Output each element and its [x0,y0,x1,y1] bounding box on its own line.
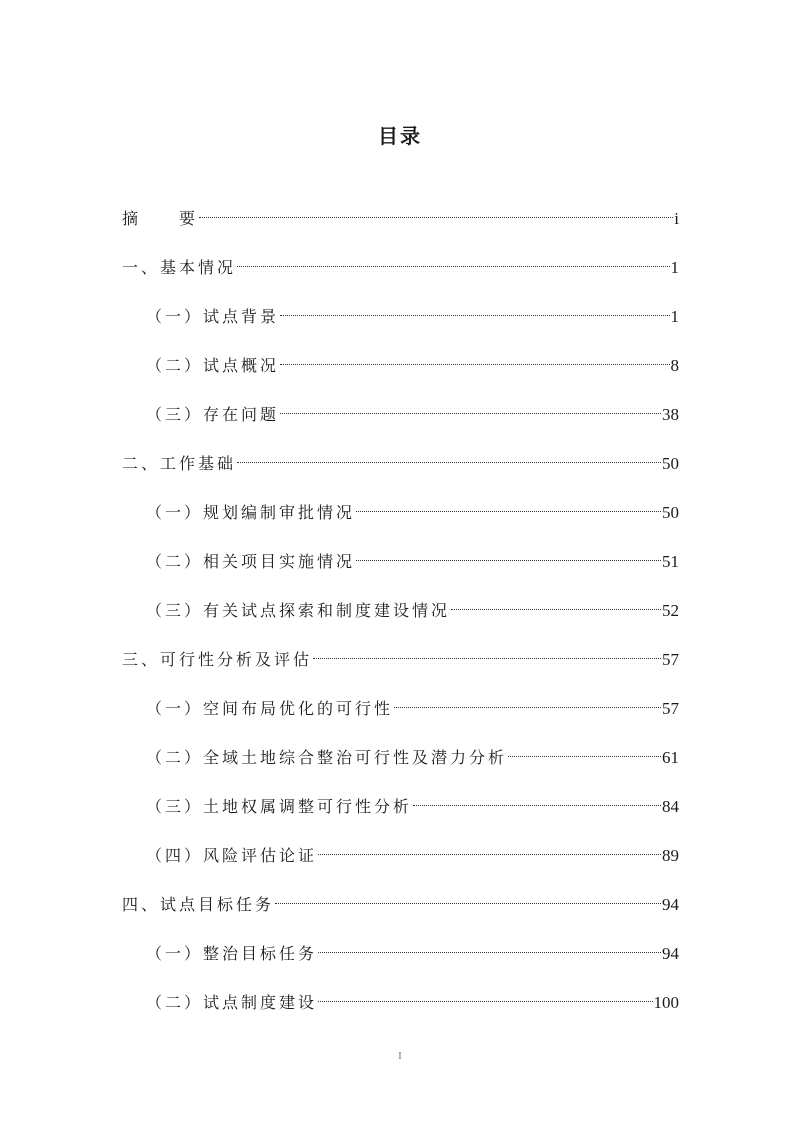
toc-dot-leader [280,298,669,322]
toc-entry-section-3-2[interactable] [146,739,679,767]
toc-entry-section-2[interactable] [122,445,679,473]
toc-entry-page: 100 [653,993,679,1012]
toc-entry-page: 8 [670,356,679,375]
toc-entry-section-1[interactable] [122,249,679,277]
toc-entry-page: 61 [662,748,679,767]
toc-dot-leader [318,837,661,861]
toc-entry-page: 84 [662,797,679,816]
toc-entry-label: （三）存在问题 [146,405,280,424]
toc-entry-page: 50 [662,454,679,473]
toc-dot-leader [356,494,661,518]
toc-entry-section-3[interactable] [122,641,679,669]
toc-dot-leader [280,396,661,420]
toc-entry-page: 50 [662,503,679,522]
toc-entry-abstract[interactable] [122,200,679,228]
toc-entry-page: 94 [662,895,679,914]
toc-entry-section-4-1[interactable] [146,935,679,963]
toc-entry-page: 38 [662,405,679,424]
page-title: 目录 [378,124,422,148]
toc-entry-page: 1 [670,258,679,277]
toc-entry-section-2-2[interactable] [146,543,679,571]
toc-entry-label: （三）土地权属调整可行性分析 [146,797,413,816]
toc-entry-label: 四、试点目标任务 [122,895,275,914]
toc-dot-leader [237,445,661,469]
toc-entry-section-3-4[interactable] [146,837,679,865]
toc-entry-page: 52 [662,601,679,620]
toc-entry-label: （四）风险评估论证 [146,846,318,865]
toc-entry-label: 三、可行性分析及评估 [122,650,313,669]
toc-dot-leader [237,249,669,273]
toc-entry-page: 1 [670,307,679,326]
toc-dot-leader [451,592,661,616]
toc-entry-page: 57 [662,650,679,669]
toc-dot-leader [356,543,661,567]
toc-entry-section-3-3[interactable] [146,788,679,816]
toc-entry-label: （一）规划编制审批情况 [146,503,356,522]
toc-entry-section-2-3[interactable] [146,592,679,620]
toc-entry-label: （一）空间布局优化的可行性 [146,699,394,718]
toc-dot-leader [275,886,661,910]
toc-dot-leader [394,690,661,714]
toc-dot-leader [318,935,661,959]
toc-entry-section-4[interactable] [122,886,679,914]
toc-entry-label: 二、工作基础 [122,454,237,473]
toc-entry-page: 94 [662,944,679,963]
toc-entry-label: （一）试点背景 [146,307,280,326]
toc-dot-leader [508,739,661,763]
toc-entry-section-4-2[interactable] [146,984,679,1012]
toc-entry-label: （二）相关项目实施情况 [146,552,356,571]
toc-entry-label: （一）整治目标任务 [146,944,318,963]
toc-entry-label: （二）全域土地综合整治可行性及潜力分析 [146,748,508,767]
toc-entry-section-1-3[interactable] [146,396,679,424]
toc-entry-section-1-1[interactable] [146,298,679,326]
footer-page-number: I [398,1050,402,1062]
toc-entry-page: 89 [662,846,679,865]
toc-entry-page: 57 [662,699,679,718]
toc-entry-section-2-1[interactable] [146,494,679,522]
toc-dot-leader [413,788,661,812]
toc-dot-leader [199,200,673,224]
toc-dot-leader [313,641,661,665]
toc-entry-label: （二）试点制度建设 [146,993,318,1012]
toc-entry-section-3-1[interactable] [146,690,679,718]
toc-entry-label: （二）试点概况 [146,356,280,375]
toc-entry-label: 一、基本情况 [122,258,237,277]
toc-dot-leader [318,984,652,1008]
toc-entry-page: i [674,209,679,228]
toc-dot-leader [280,347,669,371]
toc-entry-page: 51 [662,552,679,571]
toc-entry-label: （三）有关试点探索和制度建设情况 [146,601,451,620]
toc-entry-label: 摘 要 [122,209,199,228]
toc-entry-section-1-2[interactable] [146,347,679,375]
